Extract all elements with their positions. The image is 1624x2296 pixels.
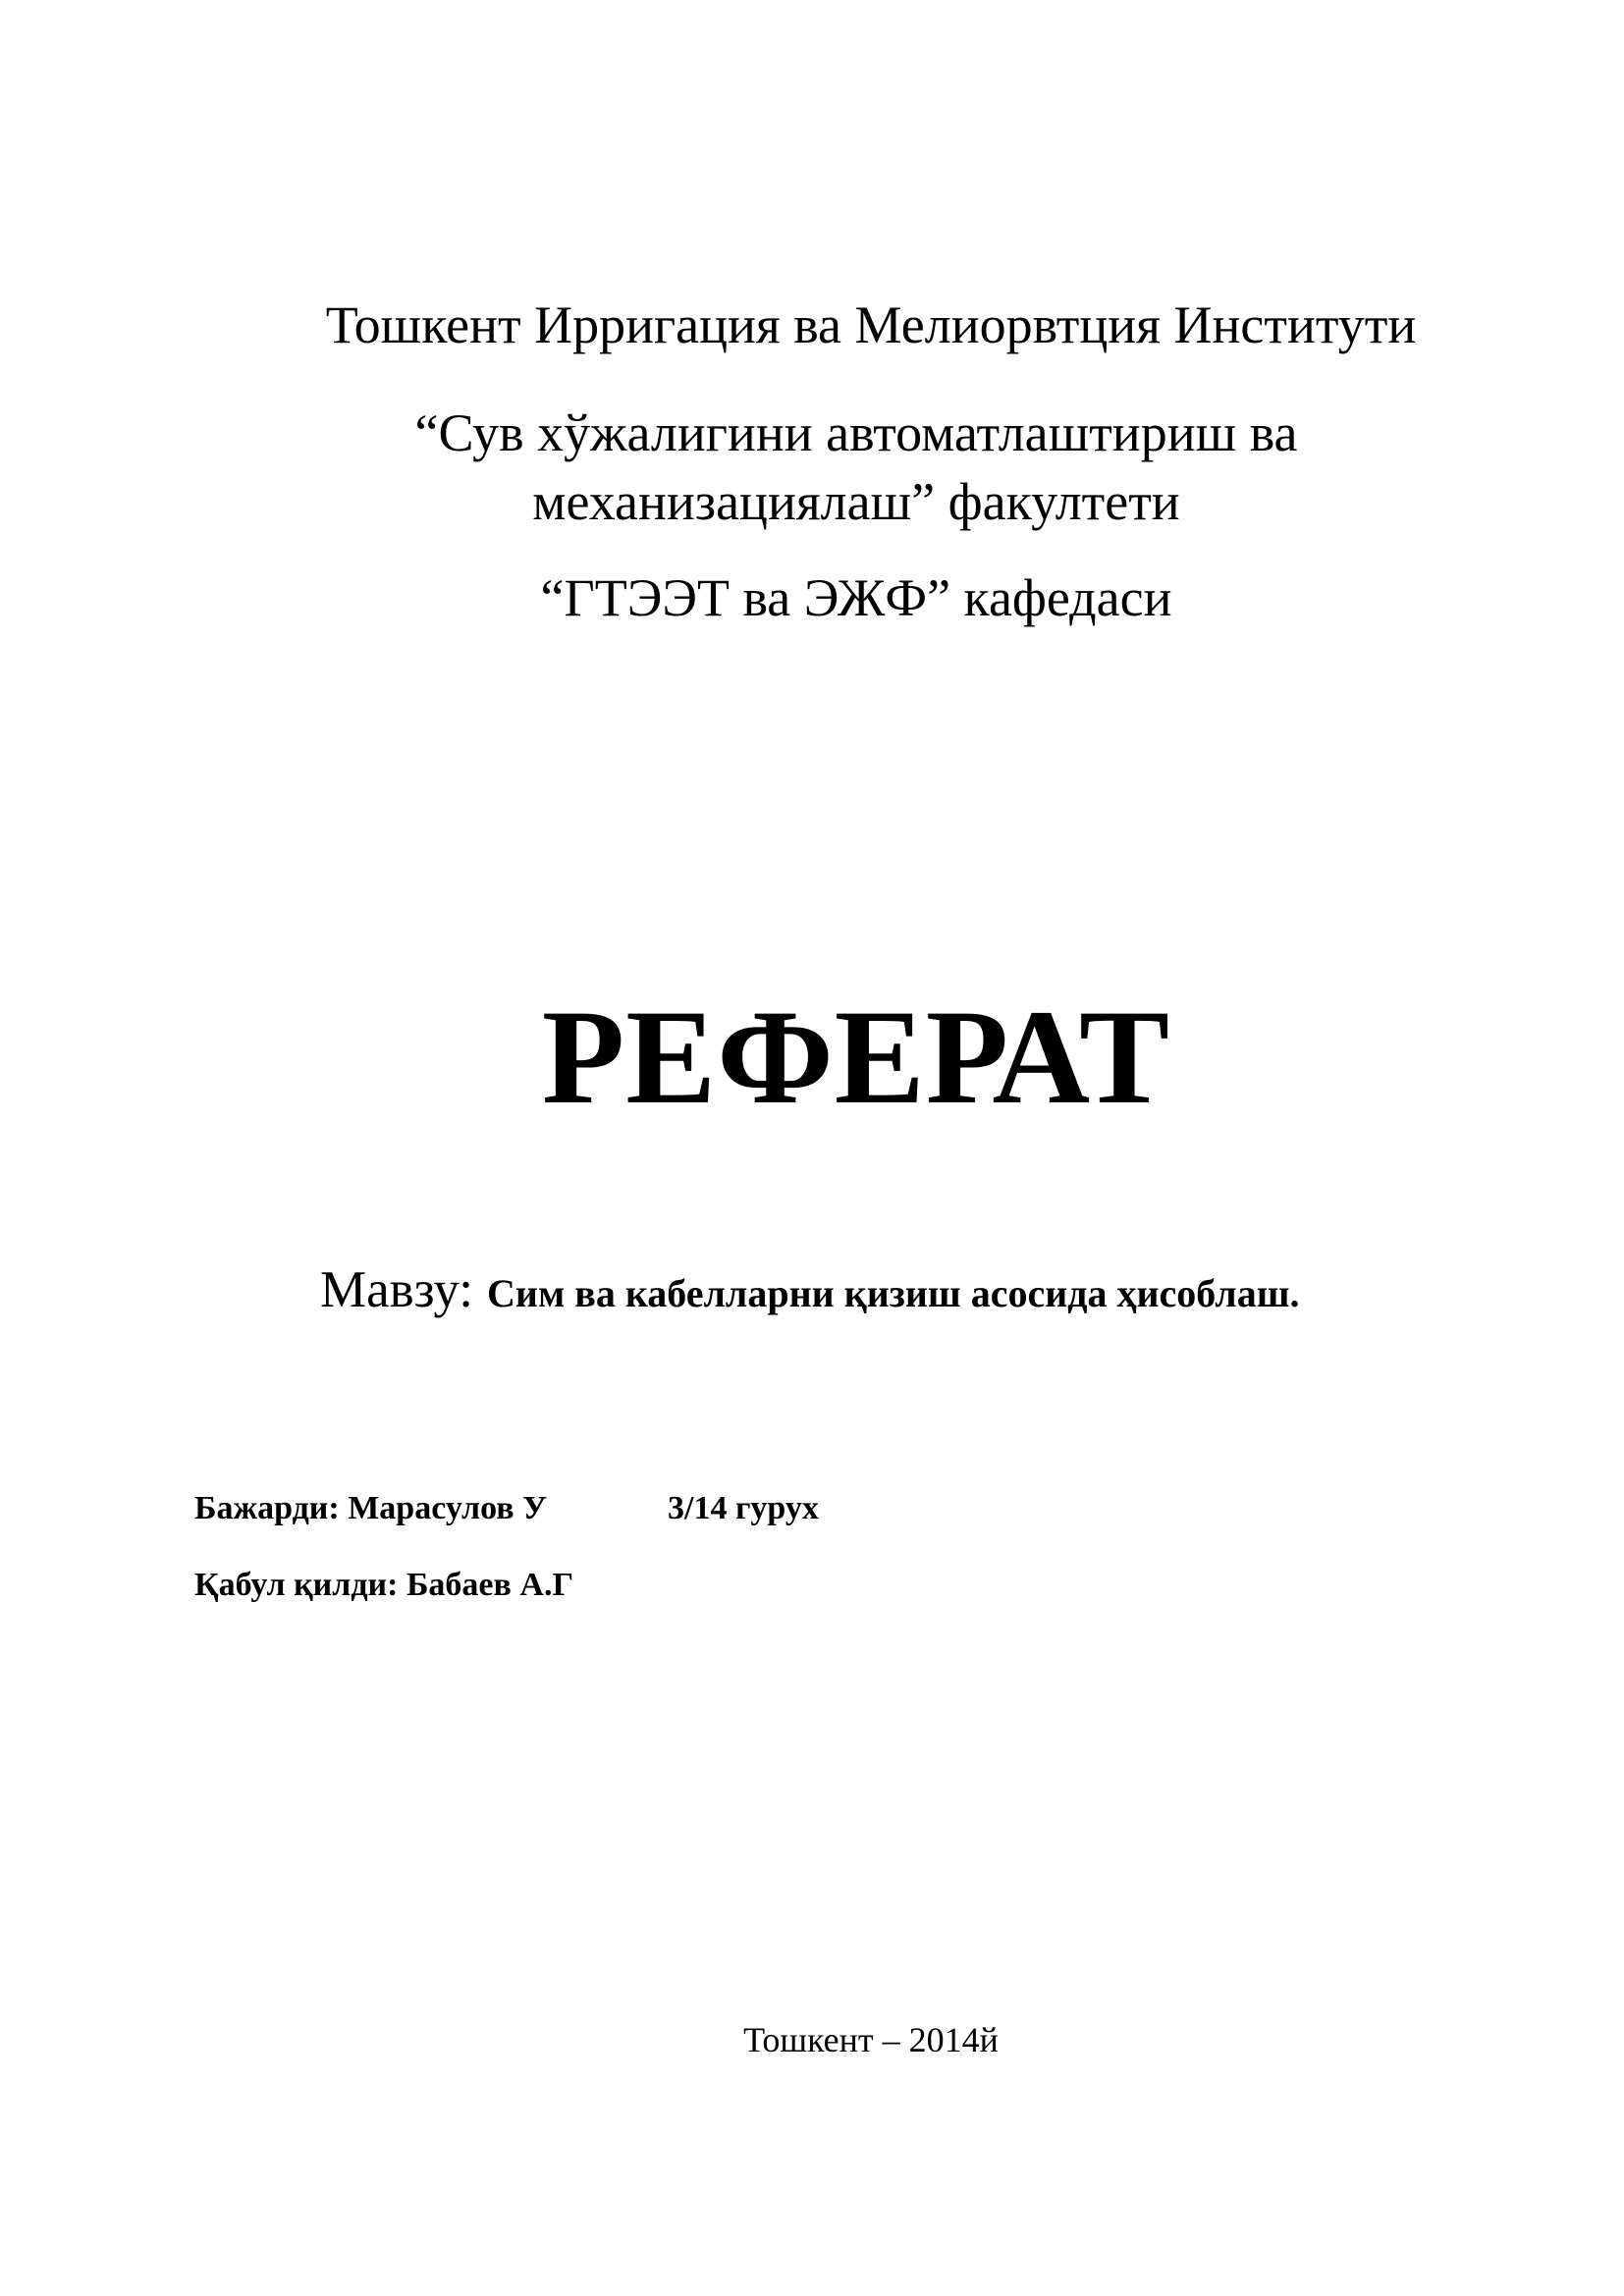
faculty-name-line-2: механизациялаш” факултети: [532, 472, 1180, 531]
faculty-name-line-1: “Сув хўжалигини автоматлаштириш ва: [414, 403, 1298, 462]
topic-value: Сим ва кабелларни қизиш асосида ҳисоблаш.: [487, 1271, 1300, 1315]
topic-label: Мавзу:: [320, 1261, 474, 1318]
place-and-year: Тошкент – 2014й: [743, 2020, 999, 2059]
topic-line: [320, 1261, 1300, 1318]
performed-by: Бажарди: Марасулов У: [194, 1490, 548, 1526]
institute-name: Тошкент Ирригация ва Мелиорвтция Институти: [325, 295, 1417, 354]
accepted-by: Қабул қилди: Бабаев А.Г: [194, 1567, 574, 1603]
document-type-title: РЕФЕРАТ: [541, 982, 1171, 1132]
student-group: 3/14 гурух: [668, 1490, 819, 1526]
department-name: “ГТЭЭТ ва ЭЖФ” кафедаси: [540, 568, 1172, 627]
